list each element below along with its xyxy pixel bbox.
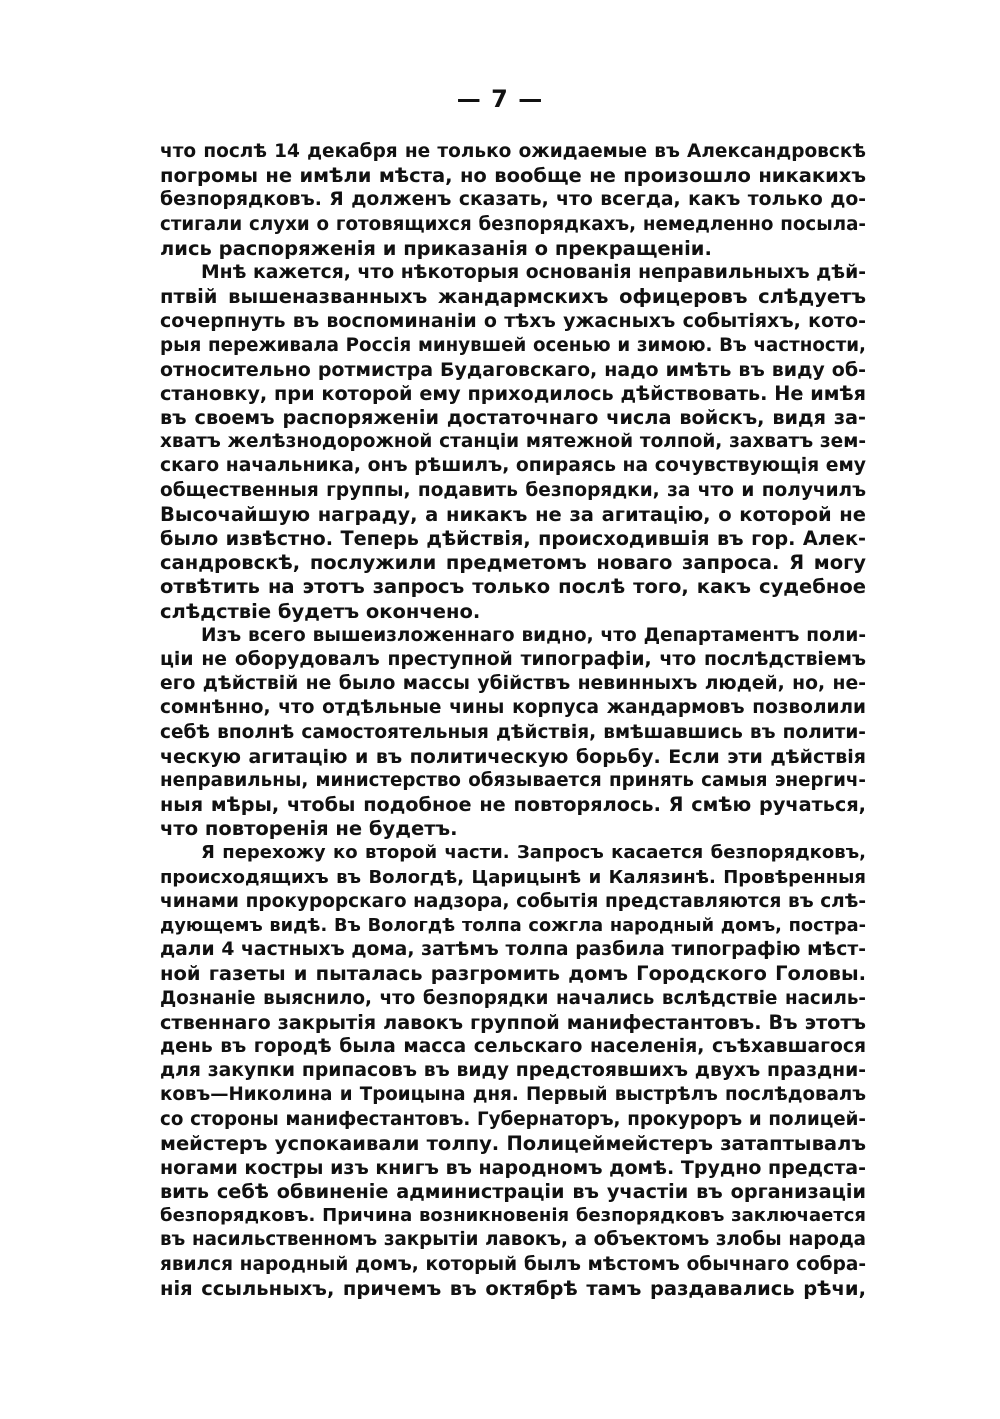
text-line: ногами костры изъ книгъ въ народномъ домѣ. Трудно предста-	[160, 1156, 866, 1179]
text-line: относительно ротмистра Будаговскаго, надо имѣть въ виду об-	[160, 358, 866, 381]
text-line: общественныя группы, подавить безпорядки, за что и получилъ	[160, 479, 866, 501]
text-line: мейстеръ успокаивали толпу. Полицеймейстеръ затаптывалъ	[160, 1131, 866, 1155]
text-line: сомнѣнно, что отдѣльные чины корпуса жандармовъ позволили	[160, 697, 866, 719]
text-line: лись распоряженія и приказанія о прекращеніи.	[160, 236, 712, 260]
text-line: дующемъ видѣ. Въ Вологдѣ толпа сожгла народный домъ, постра-	[160, 916, 866, 936]
text-line: себѣ вполнѣ самостоятельныя дѣйствія, вмѣшавшись въ полити-	[160, 721, 866, 743]
text-line: сандровскѣ, послужили предметомъ новаго запроса. Я могу	[160, 551, 866, 575]
text-line: хватъ желѣзнодорожной станціи мятежной толпой, захватъ зем-	[160, 431, 866, 453]
paragraph-1	[160, 140, 866, 261]
text-line: сочерпнуть въ воспоминаніи о тѣхъ ужасныхъ событіяхъ, кото-	[160, 310, 866, 333]
text-line: Высочайшую награду, а никакъ не за агитацію, о которой не	[160, 502, 866, 526]
text-line: явился народный домъ, который былъ мѣстомъ обычнаго собра-	[160, 1253, 866, 1275]
text-line: ковъ—Николина и Троицына дня. Первый выстрѣлъ послѣдовалъ	[160, 1084, 866, 1106]
text-line: ственнаго закрытія лавокъ группой манифестантовъ. Въ этотъ	[160, 1010, 866, 1034]
text-line: погромы не имѣли мѣста, но вообще не произошло никакихъ	[160, 164, 866, 188]
text-line: безпорядковъ. Причина возникновенія безпорядковъ заключается	[160, 1205, 866, 1227]
text-line: было извѣстно. Теперь дѣйствія, происходившія въ гор. Алек-	[160, 527, 866, 550]
text-line: ціи не оборудовалъ преступной типографіи, что послѣдствіемъ	[160, 648, 866, 670]
text-line: въ насильственномъ закрытіи лавокъ, а объектомъ злобы народа	[160, 1229, 866, 1251]
text-line: стигали слухи о готовящихся безпорядкахъ, немедленно посыла-	[160, 213, 866, 235]
text-line: неправильны, министерство обязывается принять самыя энергич-	[160, 769, 866, 791]
paragraph-2	[160, 261, 866, 624]
text-line: что послѣ 14 декабря не только ожидаемые въ Александровскѣ	[160, 141, 866, 162]
text-line: чинами прокурорскаго надзора, событія представляются въ слѣ-	[160, 890, 866, 912]
text-line: Изъ всего вышеизложеннаго видно, что Департаментъ поли-	[201, 624, 866, 646]
text-line: слѣдствіе будетъ окончено.	[160, 599, 481, 623]
text-line: отвѣтить на этотъ запросъ только послѣ того, какъ судебное	[160, 575, 866, 599]
text-line: рыя переживала Россія минувшей осенью и зимою. Въ частности,	[160, 334, 866, 356]
text-line: птвій вышеназванныхъ жандармскихъ офицеровъ слѣдуетъ	[160, 285, 866, 309]
text-line: что повторенія не будетъ.	[160, 817, 458, 841]
text-line: ческую агитацію и въ политическую борьбу. Если эти дѣйствія	[160, 745, 866, 768]
text-line: Я перехожу ко второй части. Запросъ касается безпорядковъ,	[201, 842, 866, 864]
paragraph-3	[160, 624, 866, 842]
text-line: дали 4 частныхъ дома, затѣмъ толпа разбила типографію мѣст-	[160, 939, 866, 961]
text-line: становку, при которой ему приходилось дѣйствовать. Не имѣя	[160, 381, 866, 405]
text-line: происходящихъ въ Вологдѣ, Царицынѣ и Калязинѣ. Провѣренныя	[160, 866, 866, 888]
text-line: ной газеты и пыталась разгромить домъ Городского Головы.	[160, 962, 866, 986]
text-line: Мнѣ кажется, что нѣкоторыя основанія неправильныхъ дѣй-	[201, 261, 866, 283]
text-line: въ своемъ распоряженіи достаточнаго числа войскъ, видя за-	[160, 406, 866, 430]
text-line: день въ городѣ была масса сельскаго населенія, съѣхавшагося	[160, 1035, 866, 1057]
text-line: нія ссыльныхъ, причемъ въ октябрѣ тамъ раздавались рѣчи,	[160, 1276, 866, 1300]
text-line: скаго начальника, онъ рѣшилъ, опираясь на сочувствующія ему	[160, 455, 866, 477]
text-line: его дѣйствій не было массы убійствъ невинныхъ людей, но, не-	[160, 673, 866, 695]
text-line: со стороны манифестантовъ. Губернаторъ, прокуроръ и полицей-	[160, 1108, 866, 1130]
text-line: безпорядковъ. Я долженъ сказать, что всегда, какъ только до-	[160, 189, 866, 211]
text-line: ныя мѣры, чтобы подобное не повторялось. Я смѣю ручаться,	[160, 793, 866, 817]
text-line: вить себѣ обвиненіе администраціи въ участіи въ организаціи	[160, 1180, 866, 1204]
text-body	[160, 140, 866, 1301]
text-line: для закупки припасовъ въ виду предстоявшихъ двухъ праздни-	[160, 1060, 866, 1082]
page-number: — 7 —	[456, 85, 544, 113]
paragraph-4	[160, 841, 866, 1301]
text-line: Дознаніе выяснило, что безпорядки начались вслѣдствіе насиль-	[160, 987, 866, 1009]
